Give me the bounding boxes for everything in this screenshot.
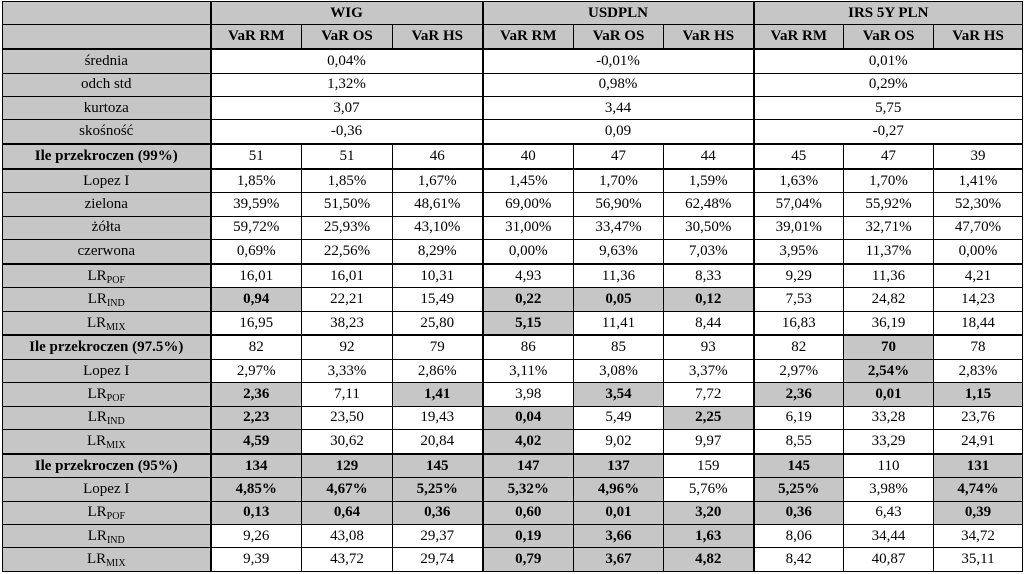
value-cell: 85 (574, 335, 664, 359)
value-cell: 29,37 (393, 525, 483, 548)
row-label-text: średnia (84, 52, 128, 69)
row-label-subscript: MIX (106, 558, 126, 570)
value-cell: 0,69% (211, 240, 302, 264)
value-cell: 38,23 (302, 311, 393, 335)
value-cell: 16,01 (302, 264, 393, 288)
method-header: VaR HS (664, 25, 754, 49)
value-cell: 36,19 (844, 311, 934, 335)
value-cell: 7,72 (664, 383, 754, 406)
highlighted-value-cell: 4,74% (934, 478, 1023, 501)
table-row (3, 264, 1023, 288)
table-row (3, 478, 1023, 501)
value-cell: 22,56% (302, 240, 393, 264)
row-label-subscript: POF (106, 393, 126, 405)
row-label-text: Lopez I (83, 362, 130, 379)
row-label-text: odch std (81, 76, 132, 93)
value-cell: 43,10% (393, 216, 483, 239)
value-cell: 43,08 (302, 525, 393, 548)
value-cell: 16,83 (754, 311, 844, 335)
stat-value-cell: 0,29% (754, 73, 1023, 96)
row-label (3, 73, 211, 96)
value-cell: 55,92% (844, 193, 934, 216)
highlighted-value-cell: 0,19 (483, 525, 574, 548)
row-label-text: LR (87, 504, 107, 521)
stat-value-cell: 0,98% (483, 73, 754, 96)
highlighted-value-cell: 0,12 (664, 288, 754, 311)
highlighted-value-cell: 0,36 (393, 501, 483, 524)
table-row (3, 96, 1023, 119)
value-cell: 8,42 (754, 548, 844, 572)
group-header-wig: WIG (211, 2, 483, 25)
highlighted-value-cell: 4,96% (574, 478, 664, 501)
value-cell: 79 (393, 335, 483, 359)
value-cell: 7,03% (664, 240, 754, 264)
value-cell: 33,29 (844, 430, 934, 454)
highlighted-value-cell: 1,41 (393, 383, 483, 406)
highlighted-value-cell: 4,82 (664, 548, 754, 572)
value-cell: 33,28 (844, 406, 934, 429)
row-label (3, 454, 211, 478)
value-cell: 19,43 (393, 406, 483, 429)
highlighted-value-cell: 129 (302, 454, 393, 478)
value-cell: 3,08% (574, 359, 664, 382)
value-cell: 93 (664, 335, 754, 359)
value-cell: 7,11 (302, 383, 393, 406)
value-cell: 24,82 (844, 288, 934, 311)
value-cell: 9,39 (211, 548, 302, 572)
value-cell: 35,11 (934, 548, 1023, 572)
row-label-text: LR (86, 432, 107, 449)
value-cell: 39 (934, 144, 1023, 169)
value-cell: 4,93 (483, 264, 574, 288)
corner-cell (3, 25, 211, 49)
row-label-text: żółta (91, 219, 121, 236)
highlighted-value-cell: 0,64 (302, 501, 393, 524)
value-cell: 2,97% (211, 359, 302, 382)
value-cell: 6,43 (844, 501, 934, 524)
row-label (3, 144, 211, 169)
highlighted-value-cell: 4,67% (302, 478, 393, 501)
method-header: VaR HS (934, 25, 1023, 49)
table-row (3, 383, 1023, 406)
exceedance-count-row (3, 454, 1023, 478)
value-cell: 9,02 (574, 430, 664, 454)
table-row (3, 216, 1023, 239)
highlighted-value-cell: 3,20 (664, 501, 754, 524)
value-cell: 51 (302, 144, 393, 169)
row-label (3, 240, 211, 264)
value-cell: 159 (664, 454, 754, 478)
value-cell: 31,00% (483, 216, 574, 239)
method-header: VaR RM (754, 25, 844, 49)
highlighted-value-cell: 0,36 (754, 501, 844, 524)
value-cell: 30,62 (302, 430, 393, 454)
table-row (3, 525, 1023, 548)
highlighted-value-cell: 2,36 (754, 383, 844, 406)
row-label-subscript: IND (106, 416, 125, 428)
value-cell: 1,70% (844, 169, 934, 193)
value-cell: 11,36 (574, 264, 664, 288)
row-label-text: kurtoza (83, 99, 129, 116)
value-cell: 1,59% (664, 169, 754, 193)
value-cell: 45 (754, 144, 844, 169)
table-row (3, 49, 1023, 73)
table-row (3, 169, 1023, 193)
row-label (3, 193, 211, 216)
value-cell: 34,44 (844, 525, 934, 548)
value-cell: 47,70% (934, 216, 1023, 239)
value-cell: 47 (574, 144, 664, 169)
table-row (3, 548, 1023, 572)
row-label (3, 288, 211, 311)
value-cell: 82 (754, 335, 844, 359)
value-cell: 9,97 (664, 430, 754, 454)
row-label-text: LR (87, 386, 107, 403)
stat-value-cell: 0,01% (754, 49, 1023, 73)
highlighted-value-cell: 1,15 (934, 383, 1023, 406)
value-cell: 11,36 (844, 264, 934, 288)
row-label-text: LR (87, 409, 107, 426)
highlighted-value-cell: 5,32% (483, 478, 574, 501)
value-cell: 24,91 (934, 430, 1023, 454)
stat-value-cell: -0,27 (754, 120, 1023, 144)
row-label-text: Ile przekroczen (95%) (34, 457, 178, 474)
value-cell: 47 (844, 144, 934, 169)
value-cell: 46 (393, 144, 483, 169)
table-row (3, 406, 1023, 429)
row-label (3, 96, 211, 119)
value-cell: 86 (483, 335, 574, 359)
value-cell: 22,21 (302, 288, 393, 311)
value-cell: 9,29 (754, 264, 844, 288)
highlighted-value-cell: 4,85% (211, 478, 302, 501)
table-row (3, 288, 1023, 311)
value-cell: 39,01% (754, 216, 844, 239)
stat-value-cell: 0,09 (483, 120, 754, 144)
value-cell: 3,98 (483, 383, 574, 406)
row-label-subscript: IND (106, 298, 125, 310)
highlighted-value-cell: 5,15 (483, 311, 574, 335)
value-cell: 8,06 (754, 525, 844, 548)
value-cell: 23,50 (302, 406, 393, 429)
row-label-text: Lopez I (83, 172, 130, 189)
value-cell: 8,44 (664, 311, 754, 335)
row-label (3, 216, 211, 239)
stat-value-cell: -0,01% (483, 49, 754, 73)
highlighted-value-cell: 5,25% (754, 478, 844, 501)
value-cell: 34,72 (934, 525, 1023, 548)
group-header-row (3, 2, 1023, 25)
highlighted-value-cell: 0,39 (934, 501, 1023, 524)
value-cell: 2,97% (754, 359, 844, 382)
value-cell: 16,95 (211, 311, 302, 335)
method-header: VaR RM (483, 25, 574, 49)
exceedance-count-row (3, 144, 1023, 169)
row-label-text: LR (86, 314, 107, 331)
row-label (3, 430, 211, 454)
stat-value-cell: 5,75 (754, 96, 1023, 119)
value-cell: 4,21 (934, 264, 1023, 288)
stat-value-cell: 0,04% (211, 49, 483, 73)
row-label (3, 525, 211, 548)
value-cell: 8,55 (754, 430, 844, 454)
row-label-text: LR (87, 527, 107, 544)
value-cell: 10,31 (393, 264, 483, 288)
highlighted-value-cell: 3,66 (574, 525, 664, 548)
value-cell: 51 (211, 144, 302, 169)
value-cell: 3,95% (754, 240, 844, 264)
value-cell: 1,45% (483, 169, 574, 193)
row-label-subscript: POF (106, 511, 126, 523)
row-label-text: czerwona (77, 242, 135, 259)
value-cell: 5,76% (664, 478, 754, 501)
table-row (3, 430, 1023, 454)
value-cell: 1,41% (934, 169, 1023, 193)
value-cell: 62,48% (664, 193, 754, 216)
highlighted-value-cell: 145 (393, 454, 483, 478)
value-cell: 2,83% (934, 359, 1023, 382)
highlighted-value-cell: 0,04 (483, 406, 574, 429)
highlighted-value-cell: 2,36 (211, 383, 302, 406)
value-cell: 14,23 (934, 288, 1023, 311)
row-label (3, 335, 211, 359)
value-cell: 29,74 (393, 548, 483, 572)
highlighted-value-cell: 0,01 (574, 501, 664, 524)
group-header-usdpln: USDPLN (483, 2, 754, 25)
highlighted-value-cell: 1,63 (664, 525, 754, 548)
value-cell: 110 (844, 454, 934, 478)
value-cell: 33,47% (574, 216, 664, 239)
highlighted-value-cell: 2,54% (844, 359, 934, 382)
value-cell: 3,98% (844, 478, 934, 501)
highlighted-value-cell: 147 (483, 454, 574, 478)
value-cell: 11,37% (844, 240, 934, 264)
value-cell: 7,53 (754, 288, 844, 311)
value-cell: 59,72% (211, 216, 302, 239)
highlighted-value-cell: 2,23 (211, 406, 302, 429)
value-cell: 16,01 (211, 264, 302, 288)
value-cell: 1,70% (574, 169, 664, 193)
highlighted-value-cell: 3,54 (574, 383, 664, 406)
row-label (3, 478, 211, 501)
value-cell: 3,33% (302, 359, 393, 382)
stat-value-cell: -0,36 (211, 120, 483, 144)
value-cell: 56,90% (574, 193, 664, 216)
row-label-text: skośność (79, 123, 134, 140)
table-row (3, 311, 1023, 335)
highlighted-value-cell: 0,13 (211, 501, 302, 524)
value-cell: 8,29% (393, 240, 483, 264)
value-cell: 57,04% (754, 193, 844, 216)
value-cell: 20,84 (393, 430, 483, 454)
value-cell: 78 (934, 335, 1023, 359)
value-cell: 3,37% (664, 359, 754, 382)
highlighted-value-cell: 4,02 (483, 430, 574, 454)
corner-cell (3, 2, 211, 25)
value-cell: 25,93% (302, 216, 393, 239)
table-row (3, 359, 1023, 382)
row-label-subscript: MIX (106, 321, 126, 333)
highlighted-value-cell: 3,67 (574, 548, 664, 572)
row-label-text: LR (87, 291, 107, 308)
value-cell: 82 (211, 335, 302, 359)
value-cell: 15,49 (393, 288, 483, 311)
row-label (3, 501, 211, 524)
highlighted-value-cell: 2,25 (664, 406, 754, 429)
highlighted-value-cell: 0,60 (483, 501, 574, 524)
table-row (3, 193, 1023, 216)
var-backtest-table (2, 1, 1023, 572)
highlighted-value-cell: 137 (574, 454, 664, 478)
row-label (3, 264, 211, 288)
value-cell: 5,49 (574, 406, 664, 429)
row-label-subscript: POF (106, 274, 126, 286)
method-header: VaR OS (302, 25, 393, 49)
highlighted-value-cell: 70 (844, 335, 934, 359)
table-row (3, 120, 1023, 144)
row-label (3, 169, 211, 193)
value-cell: 92 (302, 335, 393, 359)
value-cell: 0,00% (934, 240, 1023, 264)
row-label-subscript: MIX (106, 439, 126, 451)
row-label-text: LR (87, 267, 107, 284)
value-cell: 18,44 (934, 311, 1023, 335)
value-cell: 9,26 (211, 525, 302, 548)
value-cell: 1,85% (302, 169, 393, 193)
exceedance-count-row (3, 335, 1023, 359)
value-cell: 40,87 (844, 548, 934, 572)
row-label (3, 548, 211, 572)
value-cell: 11,41 (574, 311, 664, 335)
row-label-text: zielona (84, 196, 128, 213)
value-cell: 52,30% (934, 193, 1023, 216)
method-header: VaR OS (574, 25, 664, 49)
highlighted-value-cell: 145 (754, 454, 844, 478)
row-label (3, 49, 211, 73)
highlighted-value-cell: 134 (211, 454, 302, 478)
value-cell: 32,71% (844, 216, 934, 239)
value-cell: 40 (483, 144, 574, 169)
highlighted-value-cell: 0,22 (483, 288, 574, 311)
value-cell: 39,59% (211, 193, 302, 216)
stat-value-cell: 1,32% (211, 73, 483, 96)
row-label (3, 311, 211, 335)
value-cell: 2,86% (393, 359, 483, 382)
method-header: VaR OS (844, 25, 934, 49)
method-header: VaR RM (211, 25, 302, 49)
value-cell: 3,11% (483, 359, 574, 382)
value-cell: 1,67% (393, 169, 483, 193)
method-header-row (3, 25, 1023, 49)
highlighted-value-cell: 0,05 (574, 288, 664, 311)
highlighted-value-cell: 0,79 (483, 548, 574, 572)
row-label-text: Ile przekroczen (99%) (34, 147, 178, 164)
highlighted-value-cell: 4,59 (211, 430, 302, 454)
value-cell: 69,00% (483, 193, 574, 216)
highlighted-value-cell: 0,01 (844, 383, 934, 406)
value-cell: 1,85% (211, 169, 302, 193)
highlighted-value-cell: 131 (934, 454, 1023, 478)
value-cell: 6,19 (754, 406, 844, 429)
row-label-subscript: IND (106, 534, 125, 546)
value-cell: 43,72 (302, 548, 393, 572)
stat-value-cell: 3,44 (483, 96, 754, 119)
value-cell: 30,50% (664, 216, 754, 239)
highlighted-value-cell: 5,25% (393, 478, 483, 501)
value-cell: 8,33 (664, 264, 754, 288)
value-cell: 44 (664, 144, 754, 169)
row-label-text: Lopez I (83, 481, 130, 497)
value-cell: 51,50% (302, 193, 393, 216)
value-cell: 9,63% (574, 240, 664, 264)
table-row (3, 240, 1023, 264)
row-label (3, 383, 211, 406)
value-cell: 0,00% (483, 240, 574, 264)
table-row (3, 501, 1023, 524)
row-label (3, 120, 211, 144)
row-label-text: Ile przekroczen (97.5%) (29, 339, 184, 356)
group-header-irs5y: IRS 5Y PLN (754, 2, 1023, 25)
row-label (3, 406, 211, 429)
method-header: VaR HS (393, 25, 483, 49)
table-row (3, 73, 1023, 96)
value-cell: 1,63% (754, 169, 844, 193)
highlighted-value-cell: 0,94 (211, 288, 302, 311)
row-label (3, 359, 211, 382)
value-cell: 25,80 (393, 311, 483, 335)
row-label-text: LR (86, 551, 107, 568)
value-cell: 48,61% (393, 193, 483, 216)
stat-value-cell: 3,07 (211, 96, 483, 119)
value-cell: 23,76 (934, 406, 1023, 429)
